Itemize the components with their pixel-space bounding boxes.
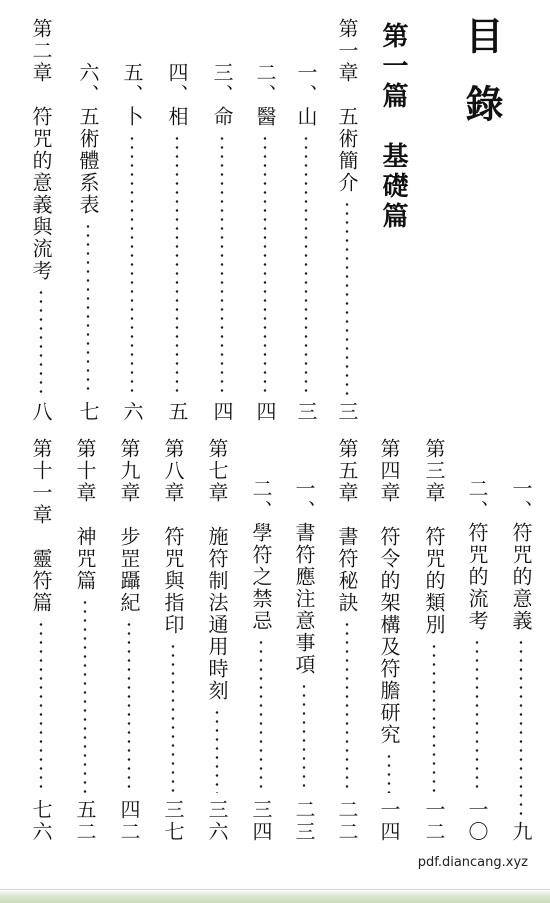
toc-leader [86, 222, 90, 395]
toc-entry-label: 第八章 符咒與指印 [161, 438, 185, 636]
toc-entry-page: 七六 [29, 799, 53, 843]
viewer-bottom-bar [0, 889, 550, 903]
toc-entry [22, 18, 60, 423]
toc-entry-label: 三、命 [210, 62, 234, 128]
toc-entry-label: 第三章 符咒的類別 [422, 438, 446, 636]
toc-entry-page: 八 [29, 401, 53, 423]
toc-entry-page: 七 [76, 401, 100, 423]
toc-entry-page: 四 [210, 401, 234, 423]
toc-entry-page: 一二 [422, 799, 446, 843]
toc-leader [475, 638, 479, 793]
toc-leader [83, 598, 87, 793]
toc-entry-label: 第七章 施符制法通用時刻 [205, 438, 229, 702]
toc-entry-page: 九 [509, 821, 533, 843]
toc-leader [39, 288, 43, 395]
toc-entry-label: 二、學符之禁忌 [249, 478, 273, 632]
toc-leader [432, 642, 436, 793]
toc-entry-page: 三六 [205, 799, 229, 843]
toc-entry-label: 第十一章 靈符篇 [29, 438, 53, 614]
toc-entry [69, 62, 107, 423]
toc-entry-label: 六、五術體系表 [76, 62, 100, 216]
toc-leader [39, 620, 43, 793]
toc-entry-label: 一、書符應注意事項 [292, 478, 316, 676]
toc-entry [110, 438, 148, 843]
toc-entry-label: 五、卜 [120, 62, 144, 128]
toc-entry-page: 一〇 [465, 799, 489, 843]
toc-entry-label: 一、符咒的意義 [509, 478, 533, 632]
toc-entry [415, 438, 453, 843]
toc-entry [198, 438, 236, 843]
toc-entry [287, 62, 325, 423]
toc-entry-page: 三四 [249, 799, 273, 843]
toc-leader [215, 708, 219, 793]
toc-entry [328, 438, 366, 843]
toc-leader [304, 134, 308, 395]
toc-leader [302, 682, 306, 793]
toc-entry-page: 二二 [335, 799, 359, 843]
toc-entry [458, 478, 496, 843]
toc-entry-label: 第五章 書符秘訣 [335, 438, 359, 614]
watermark-text: pdf.diancang.xyz [417, 855, 528, 870]
toc-entry-page: 六 [120, 401, 144, 423]
toc-entry-page: 三 [335, 401, 359, 423]
part-title: 第一篇 基礎篇 [378, 22, 408, 232]
toc-entry [328, 18, 366, 423]
toc-entry-label: 第四章 符令的架構及符膽研究 [377, 438, 401, 746]
toc-entry-page: 三 [294, 401, 318, 423]
toc-entry [246, 62, 284, 423]
toc-entry [502, 478, 540, 843]
toc-entry-page: 五 [165, 401, 189, 423]
toc-entry [22, 438, 60, 843]
toc-leader [130, 134, 134, 395]
toc-leader [259, 638, 263, 793]
toc-leader [387, 752, 391, 793]
toc-entry-label: 第一章 五術簡介 [335, 18, 359, 194]
toc-bottom-block [0, 438, 550, 843]
toc-leader [175, 134, 179, 395]
toc-leader [171, 642, 175, 793]
toc-leader [345, 200, 349, 395]
toc-entry-page: 五二 [73, 799, 97, 843]
toc-top-block [0, 18, 550, 423]
toc-leader [220, 134, 224, 395]
toc-entry-page: 四 [253, 401, 277, 423]
toc-entry-label: 第二章 符咒的意義與流考 [29, 18, 53, 282]
toc-entry [370, 438, 408, 843]
toc-entry [285, 478, 323, 843]
toc-entry [154, 438, 192, 843]
toc-entry [113, 62, 151, 423]
toc-entry-page: 二三 [292, 799, 316, 843]
toc-entry [203, 62, 241, 423]
page-title: 目錄 [459, 16, 504, 152]
toc-leader [263, 134, 267, 395]
toc-entry-label: 四、相 [165, 62, 189, 128]
toc-entry-label: 第十章 神咒篇 [73, 438, 97, 592]
toc-entry [66, 438, 104, 843]
toc-entry-page: 一四 [377, 799, 401, 843]
toc-entry-label: 第九章 步罡躡紀 [117, 438, 141, 614]
toc-entry-label: 二、符咒的流考 [465, 478, 489, 632]
toc-leader [519, 638, 523, 815]
toc-entry-label: 一、山 [294, 62, 318, 128]
toc-entry-label: 二、醫 [253, 62, 277, 128]
toc-entry [242, 478, 280, 843]
toc-leader [345, 620, 349, 793]
toc-entry [158, 62, 196, 423]
toc-entry-page: 四二 [117, 799, 141, 843]
toc-leader [127, 620, 131, 793]
toc-entry-page: 三七 [161, 799, 185, 843]
